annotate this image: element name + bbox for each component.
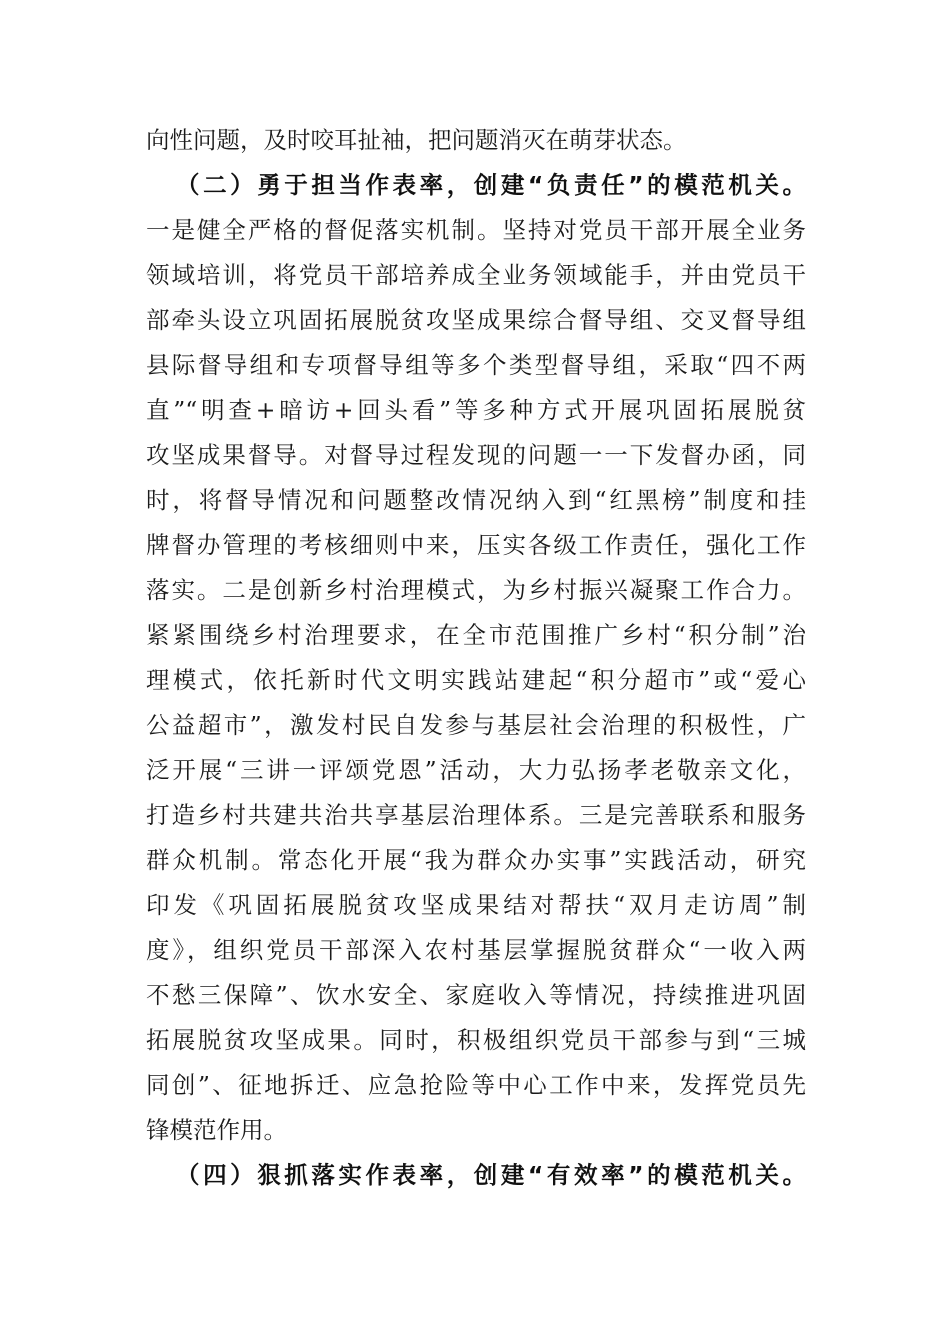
- body-line-18: 印发《巩固拓展脱贫攻坚成果结对帮扶“双月走访周”制: [146, 891, 806, 919]
- body-line-16: 打造乡村共建共治共享基层治理体系。三是完善联系和服务: [146, 801, 806, 829]
- body-line-15: 泛开展“三讲一评颂党恩”活动，大力弘扬孝老敬亲文化，: [146, 756, 806, 784]
- body-line-17: 群众机制。常态化开展“我为群众办实事”实践活动，研究: [146, 846, 806, 874]
- body-line-22: 同创”、征地拆迁、应急抢险等中心工作中来，发挥党员先: [146, 1071, 806, 1099]
- body-line-14: 公益超市”，激发村民自发参与基层社会治理的积极性，广: [146, 711, 806, 739]
- section-heading-2: （二）勇于担当作表率，创建“负责任”的模范机关。: [176, 171, 806, 199]
- body-line-21: 拓展脱贫攻坚成果。同时，积极组织党员干部参与到“三城: [146, 1026, 806, 1054]
- body-line-8: 攻坚成果督导。对督导过程发现的问题一一下发督办函，同: [146, 441, 806, 469]
- body-line-1: 向性问题，及时咬耳扯袖，把问题消灭在萌芽状态。: [146, 126, 687, 154]
- body-line-7: 直”“明查+暗访+回头看”等多种方式开展巩固拓展脱贫: [146, 396, 806, 424]
- body-line-6: 县际督导组和专项督导组等多个类型督导组，采取“四不两: [146, 351, 806, 379]
- body-line-5: 部牵头设立巩固拓展脱贫攻坚成果综合督导组、交叉督导组: [146, 306, 806, 334]
- body-line-10: 牌督办管理的考核细则中来，压实各级工作责任，强化工作: [146, 531, 806, 559]
- body-line-12: 紧紧围绕乡村治理要求，在全市范围推广乡村“积分制”治: [146, 621, 806, 649]
- body-line-13: 理模式，依托新时代文明实践站建起“积分超市”或“爱心: [146, 666, 806, 694]
- body-line-4: 领域培训，将党员干部培养成全业务领域能手，并由党员干: [146, 261, 806, 289]
- body-line-20: 不愁三保障”、饮水安全、家庭收入等情况，持续推进巩固: [146, 981, 806, 1009]
- body-line-3: 一是健全严格的督促落实机制。坚持对党员干部开展全业务: [146, 216, 806, 244]
- body-line-11: 落实。二是创新乡村治理模式，为乡村振兴凝聚工作合力。: [146, 576, 806, 604]
- body-line-9: 时，将督导情况和问题整改情况纳入到“红黑榜”制度和挂: [146, 486, 806, 514]
- section-heading-4: （四）狠抓落实作表率，创建“有效率”的模范机关。: [176, 1161, 806, 1189]
- body-line-19: 度》，组织党员干部深入农村基层掌握脱贫群众“一收入两: [146, 936, 806, 964]
- body-line-23: 锋模范作用。: [146, 1116, 287, 1144]
